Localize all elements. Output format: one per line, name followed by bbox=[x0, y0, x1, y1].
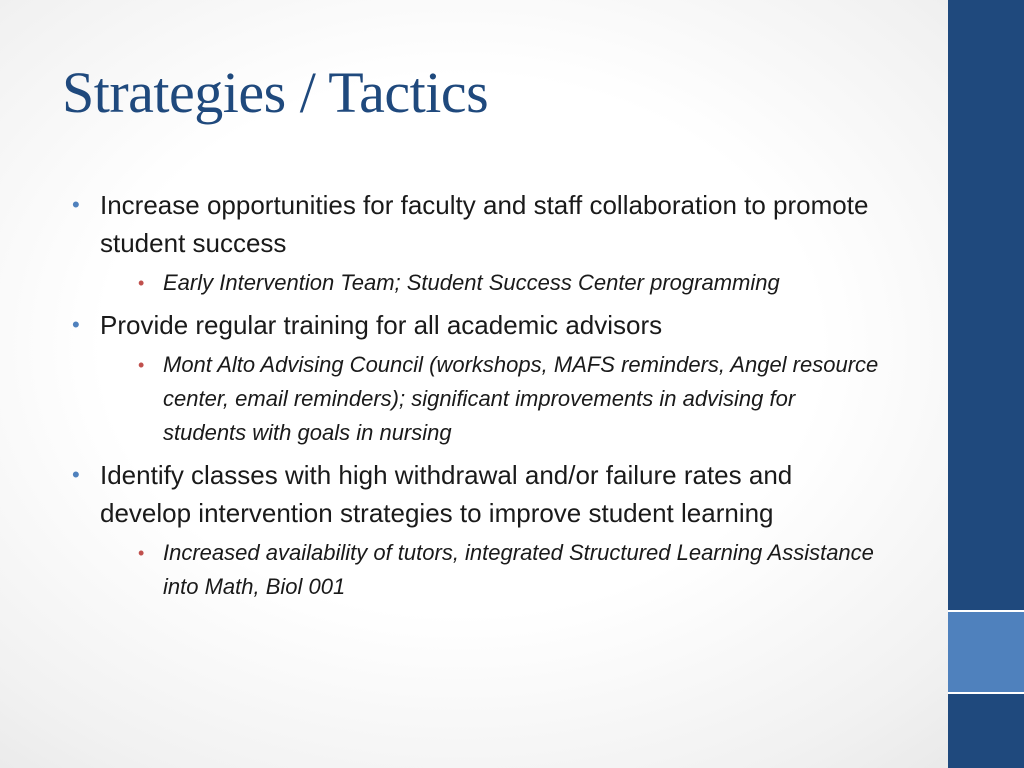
slide-title: Strategies / Tactics bbox=[62, 60, 489, 125]
bullet-list bbox=[70, 186, 880, 604]
sub-bullet-text: Mont Alto Advising Council (workshops, MAFS reminders, Angel resource center, email reminders); significant improvements in advising for students with goals in nursing bbox=[163, 352, 879, 445]
bullet-text: Identify classes with high withdrawal and/or failure rates and develop intervention strategies to improve student learning bbox=[100, 460, 793, 528]
bullet-text: Provide regular training for all academic advisors bbox=[100, 310, 663, 340]
bullet-dot-icon: • bbox=[72, 312, 80, 337]
bullet-dot-icon: • bbox=[72, 192, 80, 217]
sub-bullet-item bbox=[100, 266, 880, 300]
sub-bullet-item bbox=[100, 536, 880, 604]
sidebar-decoration bbox=[948, 0, 1024, 768]
sub-bullet-list bbox=[100, 266, 880, 300]
sidebar-accent-block bbox=[948, 612, 1024, 692]
sub-bullet-dot-icon: • bbox=[138, 273, 145, 293]
bullet-dot-icon: • bbox=[72, 462, 80, 487]
sub-bullet-dot-icon: • bbox=[138, 355, 145, 375]
sub-bullet-text: Early Intervention Team; Student Success Center programming bbox=[163, 270, 780, 295]
sub-bullet-dot-icon: • bbox=[138, 543, 145, 563]
sub-bullet-list bbox=[100, 348, 880, 450]
sub-bullet-text: Increased availability of tutors, integrated Structured Learning Assistance into Math, Biol 001 bbox=[163, 540, 874, 599]
bullet-item bbox=[70, 186, 880, 300]
sub-bullet-list bbox=[100, 536, 880, 604]
bullet-item bbox=[70, 306, 880, 450]
sub-bullet-item bbox=[100, 348, 880, 450]
bullet-text: Increase opportunities for faculty and staff collaboration to promote student success bbox=[100, 190, 869, 258]
slide-body bbox=[70, 186, 880, 610]
sidebar-divider-bottom bbox=[948, 692, 1024, 694]
bullet-item bbox=[70, 456, 880, 604]
